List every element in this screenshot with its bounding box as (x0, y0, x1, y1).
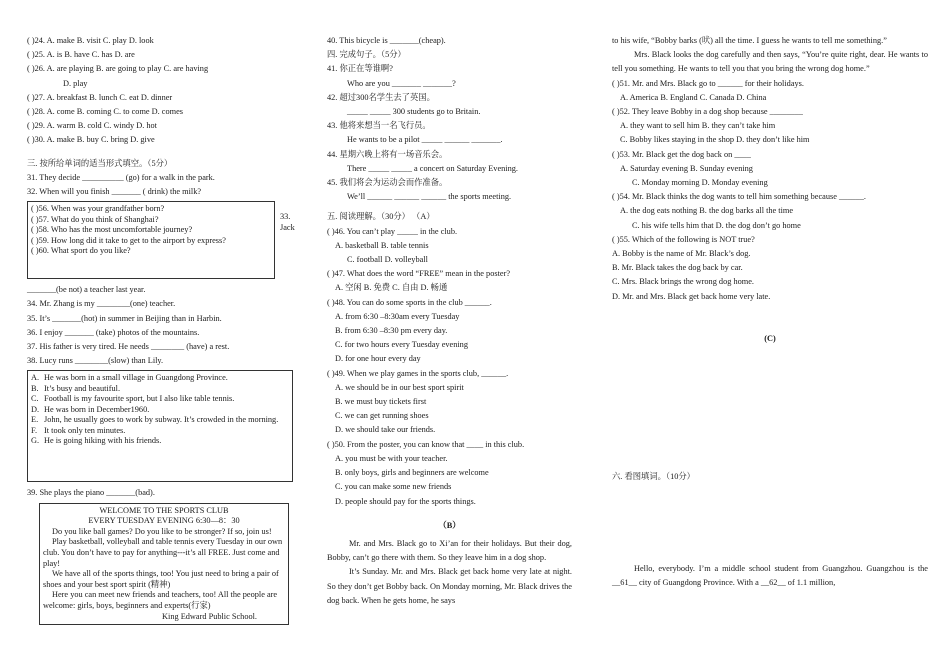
poster-paragraph-2: Play basketball, volleyball and table tennis every Tuesday in our own club. You don’t have to pay for anything---it’s all FREE. Just come and play! (43, 537, 283, 568)
question-54-options-ab: A. the dog eats nothing B. the dog barks all the time (620, 206, 794, 216)
option-b: B. It’s busy and beautiful. (31, 383, 121, 393)
question-53-options-cd: C. Monday morning D. Monday evening (632, 178, 768, 188)
question-49: ( )49. When we play games in the sports club, ______. (327, 368, 509, 378)
question-48-option-d: D. for one hour every day (335, 354, 421, 364)
passage-b-paragraph-1: Mr. and Mrs. Black go to Xi’an for their holidays. But their dog, Bobby, can’t go there with them. So they leave him in a dog shop. (327, 538, 572, 563)
passage-b-continuation: to his wife, “Bobby barks (吠) all the time. I guess he wants to tell me something.” (612, 36, 887, 45)
question-45-answer: We’ll ______ ______ ______ the sports meeting. (347, 192, 512, 202)
question-28: ( )28. A. come B. coming C. to come D. comes (27, 107, 183, 117)
question-34: 34. Mr. Zhang is my ________(one) teacher. (27, 299, 176, 309)
question-25: ( )25. A. is B. have C. has D. are (27, 50, 135, 60)
question-51-options: A. America B. England C. Canada D. China (620, 92, 767, 102)
question-49-option-b: B. we must buy tickets first (335, 397, 427, 407)
question-55-option-d: D. Mr. and Mrs. Black get back home very late. (612, 291, 771, 301)
question-50-option-d: D. people should pay for the sports things. (335, 496, 476, 506)
question-45: 45. 我们将会为运动会而作准备。 (327, 178, 448, 188)
option-c: C. Football is my favourite sport, but I also like table tennis. (31, 394, 235, 404)
option-f: F. It took only ten minutes. (31, 425, 126, 435)
question-50-option-c: C. you can make some new friends (335, 482, 452, 492)
question-47: ( )47. What does the word “FREE” mean in the poster? (327, 269, 511, 279)
question-26: ( )26. A. are playing B. are going to play C. are having (27, 64, 209, 74)
matching-questions-box (27, 201, 275, 279)
question-50-option-a: A. you must be with your teacher. (335, 453, 448, 463)
question-46: ( )46. You can’t play _____ in the club. (327, 226, 458, 236)
matching-options-box (27, 370, 293, 482)
column-right (612, 34, 928, 591)
question-52: ( )52. They leave Bobby in a dog shop because ________ (612, 107, 803, 117)
poster-signature: King Edward Public School. (162, 611, 257, 621)
section-5-title: 五. 阅读理解。（30分） （A） (327, 212, 435, 222)
box-question-60: ( )60. What sport do you like? (31, 246, 131, 256)
question-48: ( )48. You can do some sports in the club ______. (327, 297, 492, 307)
question-27: ( )27. A. breakfast B. lunch C. eat D. dinner (27, 92, 173, 102)
poster-paragraph-1: Do you like ball games? Do you like to be stronger? If so, join us! (52, 526, 272, 536)
question-26-option-d: D. play (63, 78, 88, 88)
question-49-option-a: A. we should be in our best sport spirit (335, 382, 464, 392)
question-44: 44. 星期六晚上将有一场音乐会。 (327, 149, 448, 159)
question-29: ( )29. A. warm B. cold C. windy D. hot (27, 121, 157, 131)
question-53: ( )53. Mr. Black get the dog back on ____ (612, 149, 751, 159)
box-question-59: ( )59. How long did it take to get to the airport by express? (31, 235, 226, 245)
option-a: A. He was born in a small village in Guangdong Province. (31, 373, 228, 383)
question-42-answer: _____ _____ 300 students go to Britain. (347, 107, 481, 117)
poster-paragraph-4: Here you can meet new friends and teachers, too! All the people are welcome: girls, boys, beginners and experts(行家) (43, 590, 278, 610)
question-48-option-a: A. from 6:30 –8:30am every Tuesday (335, 311, 460, 321)
question-33-tail: _______(be not) a teacher last year. (27, 285, 146, 295)
question-42: 42. 超过300名学生去了英国。 (327, 92, 435, 102)
question-43-answer: He wants to be a pilot _____ ______ _______. (347, 135, 503, 145)
column-middle (327, 34, 572, 608)
poster-paragraph-3: We have all of the sports things, too! You just need to bring a pair of shoes and your best sport spirit (精神) (43, 569, 279, 589)
question-46-options-ab: A. basketball B. table tennis (335, 240, 429, 250)
passage-b-paragraph-3: Mrs. Black looks the dog carefully and then says, “You’re quite right, dear. He wants to tell you something. He wants to tell you that you bring the wrong dog home.” (612, 50, 928, 74)
question-50: ( )50. From the poster, you can know that ____ in this club. (327, 439, 525, 449)
question-52-options-ab: A. they want to sell him B. they can’t take him (620, 121, 776, 131)
question-47-options: A. 空闲 B. 免费 C. 自由 D. 畅通 (335, 283, 448, 293)
question-52-options-cd: C. Bobby likes staying in the shop D. they don’t like him (620, 135, 810, 145)
section-3-title: 三. 按所给单词的适当形式填空。（5分） (27, 158, 173, 168)
passage-c-paragraph: Hello, everybody. I’m a middle school student from Guangzhou. Guangzhou is the __61__ city of Guangdong Province. With a __62__ of 1.1 million, (612, 564, 928, 588)
passage-b-paragraph-2: It’s Sunday. Mr. and Mrs. Black get back home very late at night. So they don’t get Bobby back. On Monday morning, Mr. Black drives the dog back. When he gets home, he says (327, 567, 572, 605)
option-d: D. He was born in December1960. (31, 404, 150, 414)
passage-c-title: (C) (764, 333, 776, 343)
question-50-option-b: B. only boys, girls and beginners are welcome (335, 468, 489, 478)
question-51: ( )51. Mr. and Mrs. Black go to ______ for their holidays. (612, 78, 804, 88)
section-4-title: 四. 完成句子。（5分） (327, 50, 406, 60)
question-55-option-c: C. Mrs. Black brings the wrong dog home. (612, 277, 754, 287)
question-38: 38. Lucy runs ________(slow) than Lily. (27, 356, 164, 366)
question-33-head: 33. Jack (280, 212, 295, 232)
question-30: ( )30. A. make B. buy C. bring D. give (27, 135, 155, 145)
question-37: 37. His father is very tired. He needs ________ (have) a rest. (27, 342, 230, 352)
question-53-options-ab: A. Saturday evening B. Sunday evening (620, 163, 753, 173)
passage-b-title: （B） (438, 520, 461, 530)
box-question-58: ( )58. Who has the most uncomfortable journey? (31, 225, 193, 235)
question-49-option-d: D. we should take our friends. (335, 425, 436, 435)
question-54: ( )54. Mr. Black thinks the dog wants to tell him something because ______. (612, 192, 866, 202)
question-49-option-c: C. we can get running shoes (335, 411, 429, 421)
question-39: 39. She plays the piano _______(bad). (27, 488, 155, 498)
sports-club-poster (39, 503, 289, 626)
question-55-option-b: B. Mr. Black takes the dog back by car. (612, 263, 743, 273)
question-32: 32. When will you finish _______ ( drink) the milk? (27, 187, 202, 197)
question-31: 31. They decide __________ (go) for a walk in the park. (27, 172, 215, 182)
question-41-answer: Who are you _______ _______? (347, 78, 456, 88)
option-g: G. He is going hiking with his friends. (31, 436, 162, 446)
question-48-option-c: C. for two hours every Tuesday evening (335, 340, 468, 350)
question-46-options-cd: C. football D. volleyball (347, 255, 428, 265)
section-6-title: 六. 看图填词。（10分） (612, 472, 695, 482)
question-44-answer: There _____ _____ a concert on Saturday Evening. (347, 163, 518, 173)
column-left (27, 34, 293, 625)
question-48-option-b: B. from 6:30 –8:30 pm every day. (335, 326, 448, 336)
question-36: 36. I enjoy _______ (take) photos of the mountains. (27, 327, 200, 337)
question-55-option-a: A. Bobby is the name of Mr. Black’s dog. (612, 249, 751, 259)
option-e: E. John, he usually goes to work by subway. It’s crowded in the morning. (31, 415, 279, 425)
question-54-options-cd: C. his wife tells him that D. the dog don’t go home (632, 220, 801, 230)
question-24: ( )24. A. make B. visit C. play D. look (27, 36, 154, 45)
poster-title: WELCOME TO THE SPORTS CLUB (99, 505, 229, 515)
question-43: 43. 他将来想当一名飞行员。 (327, 121, 431, 131)
question-40: 40. This bicycle is _______(cheap). (327, 36, 446, 45)
question-35: 35. It’s _______(hot) in summer in Beijing than in Harbin. (27, 313, 222, 323)
box-question-57: ( )57. What do you think of Shanghai? (31, 214, 159, 224)
question-55: ( )55. Which of the following is NOT true? (612, 234, 755, 244)
poster-time: EVERY TUESDAY EVENING 6:30—8：30 (88, 516, 240, 526)
question-41: 41. 你正在等谁啊? (327, 64, 393, 74)
box-question-56: ( )56. When was your grandfather born? (31, 204, 165, 214)
